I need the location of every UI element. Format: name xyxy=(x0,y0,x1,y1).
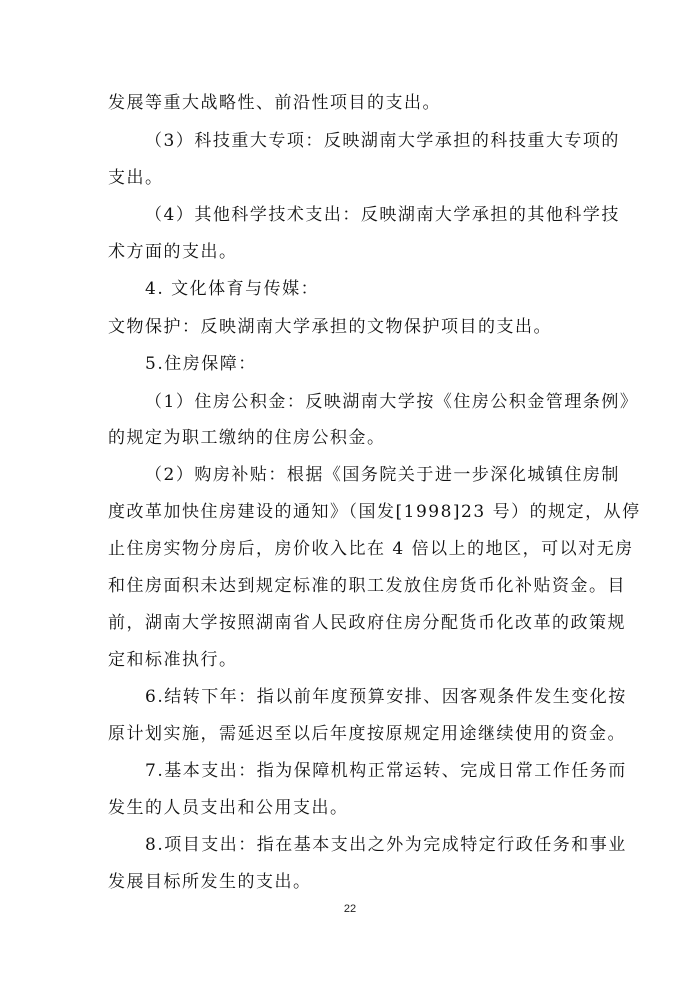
paragraph-line: 定和标准执行。 xyxy=(108,650,238,670)
paragraph-line: （2）购房补贴：根据《国务院关于进一步深化城镇住房制 xyxy=(145,465,620,485)
paragraph-line: 发生的人员支出和公用支出。 xyxy=(108,798,349,818)
paragraph-line: （3）科技重大专项：反映湖南大学承担的科技重大专项的 xyxy=(145,131,620,151)
paragraph-line: 支出。 xyxy=(108,168,164,188)
page-number: 22 xyxy=(343,903,357,915)
paragraph-line: 的规定为职工缴纳的住房公积金。 xyxy=(108,428,386,448)
paragraph-line: 和住房面积未达到规定标准的职工发放住房货币化补贴资金。目 xyxy=(108,576,626,596)
paragraph-line: 前，湖南大学按照湖南省人民政府住房分配货币化改革的政策规 xyxy=(108,613,626,633)
paragraph-line: 止住房实物分房后，房价收入比在 4 倍以上的地区，可以对无房 xyxy=(108,539,634,559)
section-heading: 5.住房保障： xyxy=(145,354,257,374)
paragraph-line: 发展目标所发生的支出。 xyxy=(108,872,312,892)
paragraph-line: 原计划实施，需延迟至以后年度按原规定用途继续使用的资金。 xyxy=(108,724,626,744)
section-heading: 4. 文化体育与传媒： xyxy=(145,279,320,299)
paragraph-line: 6.结转下年：指以前年度预算安排、因客观条件发生变化按 xyxy=(145,687,627,707)
paragraph-line: （1）住房公积金：反映湖南大学按《住房公积金管理条例》 xyxy=(145,392,639,412)
paragraph-line: 8.项目支出：指在基本支出之外为完成特定行政任务和事业 xyxy=(145,835,627,855)
paragraph-line: （4）其他科学技术支出：反映湖南大学承担的其他科学技 xyxy=(145,205,620,225)
paragraph-line: 度改革加快住房建设的通知》（国发[1998]23 号）的规定，从停 xyxy=(108,502,641,522)
paragraph-line: 7.基本支出：指为保障机构正常运转、完成日常工作任务而 xyxy=(145,761,627,781)
paragraph-line: 术方面的支出。 xyxy=(108,242,238,262)
paragraph-line: 文物保护：反映湖南大学承担的文物保护项目的支出。 xyxy=(108,317,552,337)
paragraph-line: 发展等重大战略性、前沿性项目的支出。 xyxy=(108,93,441,113)
